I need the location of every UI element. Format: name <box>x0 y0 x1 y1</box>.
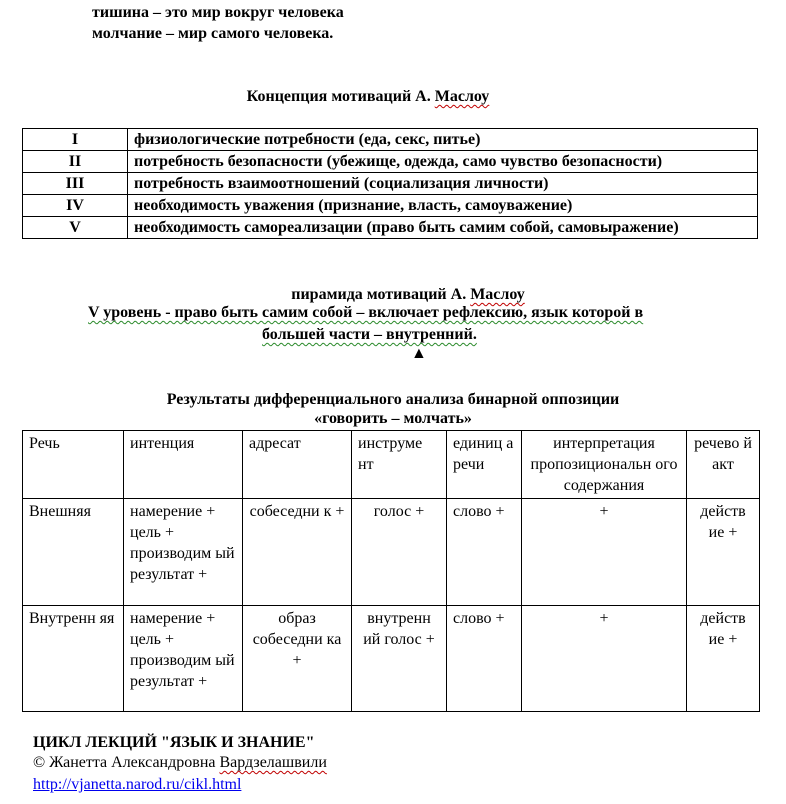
unit-cell: слово + <box>447 606 522 712</box>
speech-type-cell: Внутренн яя <box>23 606 124 712</box>
table-row <box>23 151 758 173</box>
results-title-line-2: «говорить – молчать» <box>314 410 472 427</box>
results-title-line-1: Результаты дифференциального анализа бинарной оппозиции <box>166 391 620 408</box>
maslow-title-prefix: Концепция мотиваций А. <box>246 88 435 105</box>
intent-cell: намерение + цель + производим ый результат + <box>124 499 243 606</box>
interpretation-cell: + <box>522 606 687 712</box>
triangle-up-icon: ▲ <box>411 345 427 362</box>
author-name: © Жанетта Александровна <box>33 754 220 771</box>
level-description: необходимость самореализации (право быть самим собой, самовыражение) <box>128 217 758 239</box>
table-row <box>23 217 758 239</box>
table-row <box>23 129 758 151</box>
level-number: II <box>23 151 128 173</box>
column-header: адресат <box>243 431 352 499</box>
column-header: интенция <box>124 431 243 499</box>
intent-cell: намерение + цель + производим ый результат + <box>124 606 243 712</box>
level-number: I <box>23 129 128 151</box>
level-number: III <box>23 173 128 195</box>
speech-act-cell: действ ие + <box>687 499 760 606</box>
table-row <box>23 195 758 217</box>
pyramid-description-line-2: большей части – внутренний. <box>262 326 477 343</box>
author-surname: Вардзелашвили <box>219 754 327 771</box>
results-title <box>0 390 786 428</box>
column-header: речево й акт <box>687 431 760 499</box>
author-credit <box>33 754 327 772</box>
level-description: потребность безопасности (убежище, одежда, само чувство безопасности) <box>128 151 758 173</box>
speech-type-cell: Внешняя <box>23 499 124 606</box>
level-description: физиологические потребности (еда, секс, питье) <box>128 129 758 151</box>
level-number: V <box>23 217 128 239</box>
intro-line-1: тишина – это мир вокруг человека <box>92 4 344 21</box>
column-header: интерпретация пропозициональн ого содержания <box>522 431 687 499</box>
instrument-cell: голос + <box>352 499 447 606</box>
column-header: инструме нт <box>352 431 447 499</box>
intro-line-2: молчание – мир самого человека. <box>92 25 334 42</box>
table-header-row <box>23 431 760 499</box>
level-number: IV <box>23 195 128 217</box>
intro-text <box>92 2 344 44</box>
maslow-concept-title <box>0 88 786 106</box>
addressee-cell: образ собеседни ка + <box>243 606 352 712</box>
source-link[interactable]: http://vjanetta.narod.ru/cikl.html <box>33 776 242 793</box>
addressee-cell: собеседни к + <box>243 499 352 606</box>
instrument-cell: внутренн ий голос + <box>352 606 447 712</box>
pyramid-title-prefix: пирамида мотиваций А. <box>291 286 471 303</box>
table-row <box>23 606 760 712</box>
speech-act-cell: действ ие + <box>687 606 760 712</box>
interpretation-cell: + <box>522 499 687 606</box>
pyramid-title <box>0 284 786 305</box>
lecture-cycle-title: ЦИКЛ ЛЕКЦИЙ "ЯЗЫК И ЗНАНИЕ" <box>33 734 315 751</box>
maslow-title-name: Маслоу <box>434 88 490 105</box>
level-description: необходимость уважения (признание, власть, самоуважение) <box>128 195 758 217</box>
table-row <box>23 499 760 606</box>
column-header: Речь <box>23 431 124 499</box>
table-row <box>23 173 758 195</box>
pyramid-description-line-1: V уровень - право быть самим собой – включает рефлексию, язык которой в <box>88 304 644 321</box>
unit-cell: слово + <box>447 499 522 606</box>
level-description: потребность взаимоотношений (социализация личности) <box>128 173 758 195</box>
column-header: единиц а речи <box>447 431 522 499</box>
pyramid-title-name: Маслоу <box>470 286 525 303</box>
maslow-levels-table <box>22 128 758 239</box>
binary-opposition-table <box>22 430 760 712</box>
